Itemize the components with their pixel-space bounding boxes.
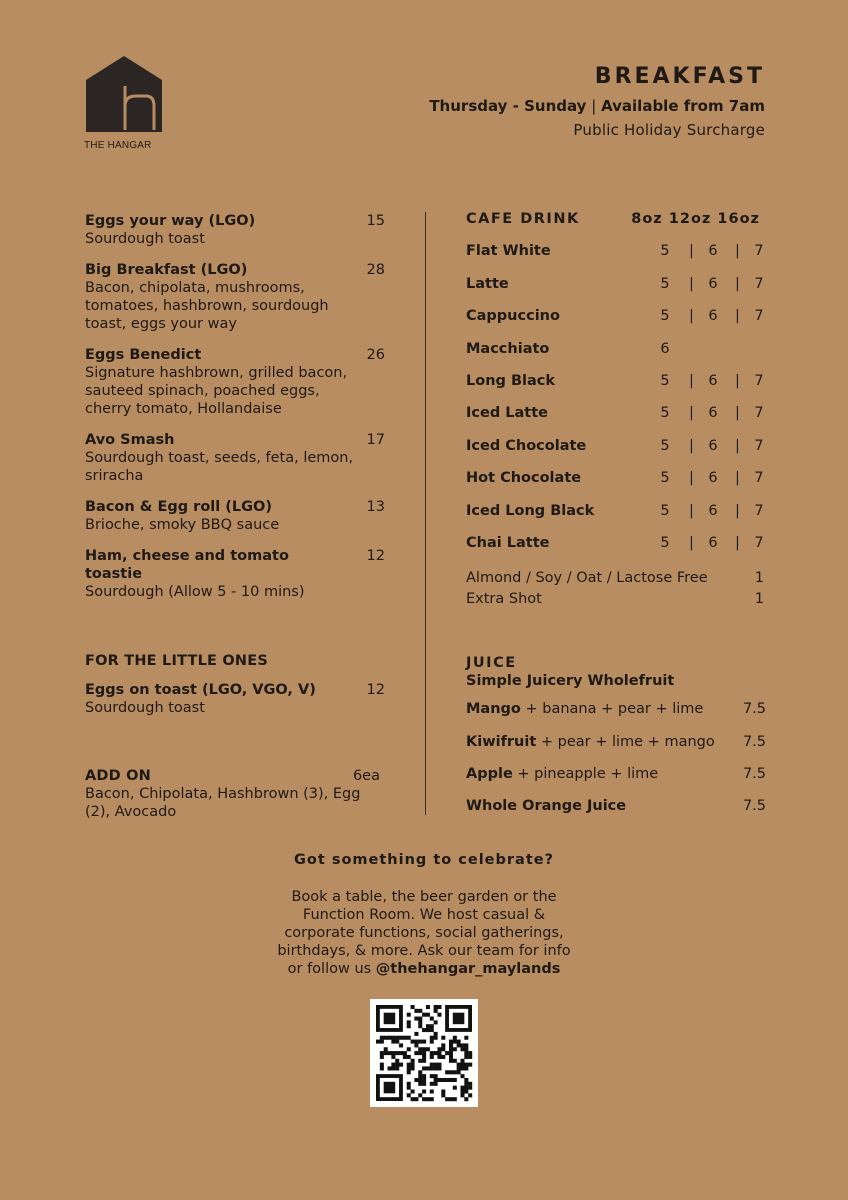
price-separator: | — [689, 534, 694, 551]
price-separator: | — [689, 308, 694, 325]
menu-header — [429, 64, 765, 139]
price-separator: | — [689, 502, 694, 519]
cafe-sizes: 8oz 12oz 16oz — [631, 211, 760, 227]
item-description: Sourdough (Allow 5 - 10 mins) — [85, 584, 305, 600]
column-divider — [425, 212, 426, 815]
item-name: Eggs your way (LGO) — [85, 213, 256, 229]
price-separator: | — [735, 470, 740, 487]
menu-item — [85, 261, 385, 333]
item-name: Eggs Benedict — [85, 347, 202, 363]
juice-heading: JUICE — [466, 655, 517, 672]
celebrate-heading: Got something to celebrate? — [293, 852, 555, 868]
drink-name: Iced Latte — [466, 405, 548, 422]
instagram-handle[interactable]: @thehangar_maylands — [375, 961, 561, 977]
drink-price-3: 7 — [754, 372, 764, 389]
item-price: 26 — [366, 347, 385, 363]
availability-line — [429, 97, 765, 115]
drink-price-3: 7 — [754, 534, 764, 551]
item-description: Sourdough toast — [85, 231, 205, 247]
hangar-logo — [84, 54, 166, 151]
price-separator: | — [735, 502, 740, 519]
cafe-heading: CAFE DRINK — [466, 211, 580, 227]
drink-price-1: 5 — [660, 534, 670, 551]
drink-price-1: 5 — [660, 243, 670, 260]
drink-price-2: 6 — [708, 372, 718, 389]
drink-price-2: 6 — [708, 470, 718, 487]
drink-row — [466, 243, 766, 275]
logo-text: THE HANGAR — [84, 140, 152, 151]
juice-price: 7.5 — [742, 765, 766, 782]
drink-price-3: 7 — [754, 243, 764, 260]
little-ones-heading: FOR THE LITTLE ONES — [85, 653, 268, 669]
drink-price-1: 5 — [660, 372, 670, 389]
juice-main: Mango — [466, 701, 521, 718]
footer — [0, 852, 848, 978]
item-description: Sourdough toast, seeds, feta, lemon, sriracha — [85, 450, 354, 484]
juice-ingredients: + banana + pear + lime — [520, 701, 704, 718]
menu-item — [85, 498, 385, 534]
drink-name: Iced Long Black — [466, 502, 595, 519]
item-description: Sourdough toast — [85, 700, 205, 716]
item-price: 28 — [366, 262, 385, 278]
drink-price-1: 5 — [660, 308, 670, 325]
drink-row — [466, 373, 766, 405]
price-separator: | — [689, 243, 694, 260]
add-on-price: 6ea — [352, 768, 380, 784]
menu-item — [85, 212, 385, 248]
service-days: Thursday - Sunday — [429, 97, 587, 115]
juice-ingredients: + pear + lime + mango — [536, 733, 715, 750]
drink-price-3: 7 — [754, 308, 764, 325]
juice-row — [466, 701, 766, 733]
drink-row — [466, 503, 766, 535]
drink-row — [466, 470, 766, 502]
item-name: Avo Smash — [85, 432, 175, 448]
drink-price-2: 6 — [708, 243, 718, 260]
item-description: Bacon, chipolata, mushrooms, tomatoes, hashbrown, sourdough toast, eggs your way — [85, 280, 329, 332]
drink-list — [466, 243, 766, 567]
drink-price-2: 6 — [708, 275, 718, 292]
drink-row — [466, 276, 766, 308]
item-name: Big Breakfast (LGO) — [85, 262, 248, 278]
juice-main: Apple — [466, 765, 513, 782]
drink-price-1: 5 — [660, 275, 670, 292]
price-separator: | — [735, 405, 740, 422]
drink-name: Chai Latte — [466, 534, 550, 551]
price-separator: | — [689, 275, 694, 292]
juice-price: 7.5 — [742, 798, 766, 815]
drink-price-3: 7 — [754, 502, 764, 519]
drink-name: Iced Chocolate — [466, 437, 587, 454]
drink-row — [466, 535, 766, 567]
drink-row — [466, 341, 766, 373]
page-title: BREAKFAST — [594, 64, 765, 89]
drink-price-2: 6 — [708, 308, 718, 325]
drink-name: Long Black — [466, 372, 555, 389]
drink-price-3: 7 — [754, 437, 764, 454]
add-on-section — [85, 767, 385, 821]
functions-text: Book a table, the beer garden or the Function Room. We host casual & corporate functions, social gatherings, birthdays, & more. Ask our team for info or follow us — [277, 889, 571, 977]
qr-code[interactable] — [370, 999, 478, 1107]
drink-price-2: 6 — [708, 502, 718, 519]
item-price: 12 — [366, 682, 385, 698]
service-hours: Available from 7am — [601, 97, 765, 115]
price-separator: | — [735, 243, 740, 260]
price-separator: | — [689, 372, 694, 389]
drink-price-1: 5 — [660, 502, 670, 519]
price-separator: | — [735, 534, 740, 551]
item-name: Bacon & Egg roll (LGO) — [85, 499, 272, 515]
drink-price-3: 7 — [754, 470, 764, 487]
menu-item — [85, 431, 385, 485]
price-separator: | — [735, 275, 740, 292]
drink-price-1: 5 — [660, 437, 670, 454]
item-name: Eggs on toast (LGO, VGO, V) — [85, 682, 316, 698]
drink-price-3: 7 — [754, 275, 764, 292]
extra-row — [466, 591, 766, 612]
drink-name: Cappuccino — [466, 308, 560, 325]
drink-price-1: 5 — [660, 405, 670, 422]
juice-ingredients: + pineapple + lime — [512, 765, 659, 782]
add-on-description: Bacon, Chipolata, Hashbrown (3), Egg (2), Avocado — [85, 786, 361, 820]
menu-item — [85, 681, 385, 717]
drink-price-2: 6 — [708, 437, 718, 454]
drink-name: Hot Chocolate — [466, 470, 582, 487]
drink-name: Macchiato — [466, 340, 550, 357]
item-price: 17 — [366, 432, 385, 448]
qr-code-icon — [370, 999, 478, 1107]
item-price: 12 — [366, 548, 385, 564]
drink-name: Latte — [466, 275, 509, 292]
price-separator: | — [735, 372, 740, 389]
drink-price-1: 5 — [660, 470, 670, 487]
functions-blurb — [274, 888, 574, 978]
extra-name: Almond / Soy / Oat / Lactose Free — [466, 570, 708, 587]
price-separator: | — [735, 437, 740, 454]
juice-price: 7.5 — [742, 701, 766, 718]
extra-price: 1 — [754, 570, 764, 587]
drinks-column — [466, 211, 766, 830]
item-price: 13 — [366, 499, 385, 515]
cafe-header — [466, 211, 766, 243]
juice-row — [466, 734, 766, 766]
header-divider: | — [591, 97, 597, 115]
extra-price: 1 — [754, 591, 764, 608]
drink-price-2: 6 — [708, 534, 718, 551]
drink-row — [466, 438, 766, 470]
menu-item — [85, 547, 385, 601]
extra-name: Extra Shot — [466, 591, 542, 608]
juice-main: Whole Orange Juice — [466, 798, 627, 815]
price-separator: | — [689, 437, 694, 454]
drink-name: Flat White — [466, 243, 551, 260]
juice-price: 7.5 — [742, 733, 766, 750]
drink-row — [466, 405, 766, 437]
item-price: 15 — [366, 213, 385, 229]
hangar-house-icon — [84, 54, 164, 134]
extra-row — [466, 570, 766, 591]
add-on-heading: ADD ON — [85, 768, 152, 784]
juice-row — [466, 766, 766, 798]
price-separator: | — [689, 405, 694, 422]
item-name: Ham, cheese and tomato toastie — [85, 548, 289, 582]
drink-price-1: 6 — [660, 340, 670, 357]
juice-brand: Simple Juicery Wholefruit — [466, 673, 675, 690]
juice-main: Kiwifruit — [466, 733, 537, 750]
drink-price-2: 6 — [708, 405, 718, 422]
item-description: Brioche, smoky BBQ sauce — [85, 517, 280, 533]
drink-row — [466, 308, 766, 340]
price-separator: | — [735, 308, 740, 325]
juice-row — [466, 798, 766, 830]
drink-price-3: 7 — [754, 405, 764, 422]
price-separator: | — [689, 470, 694, 487]
item-description: Signature hashbrown, grilled bacon, sauteed spinach, poached eggs, cherry tomato, Hollandaise — [85, 365, 348, 417]
food-column — [85, 212, 385, 834]
menu-item — [85, 346, 385, 418]
surcharge-note: Public Holiday Surcharge — [573, 121, 765, 139]
